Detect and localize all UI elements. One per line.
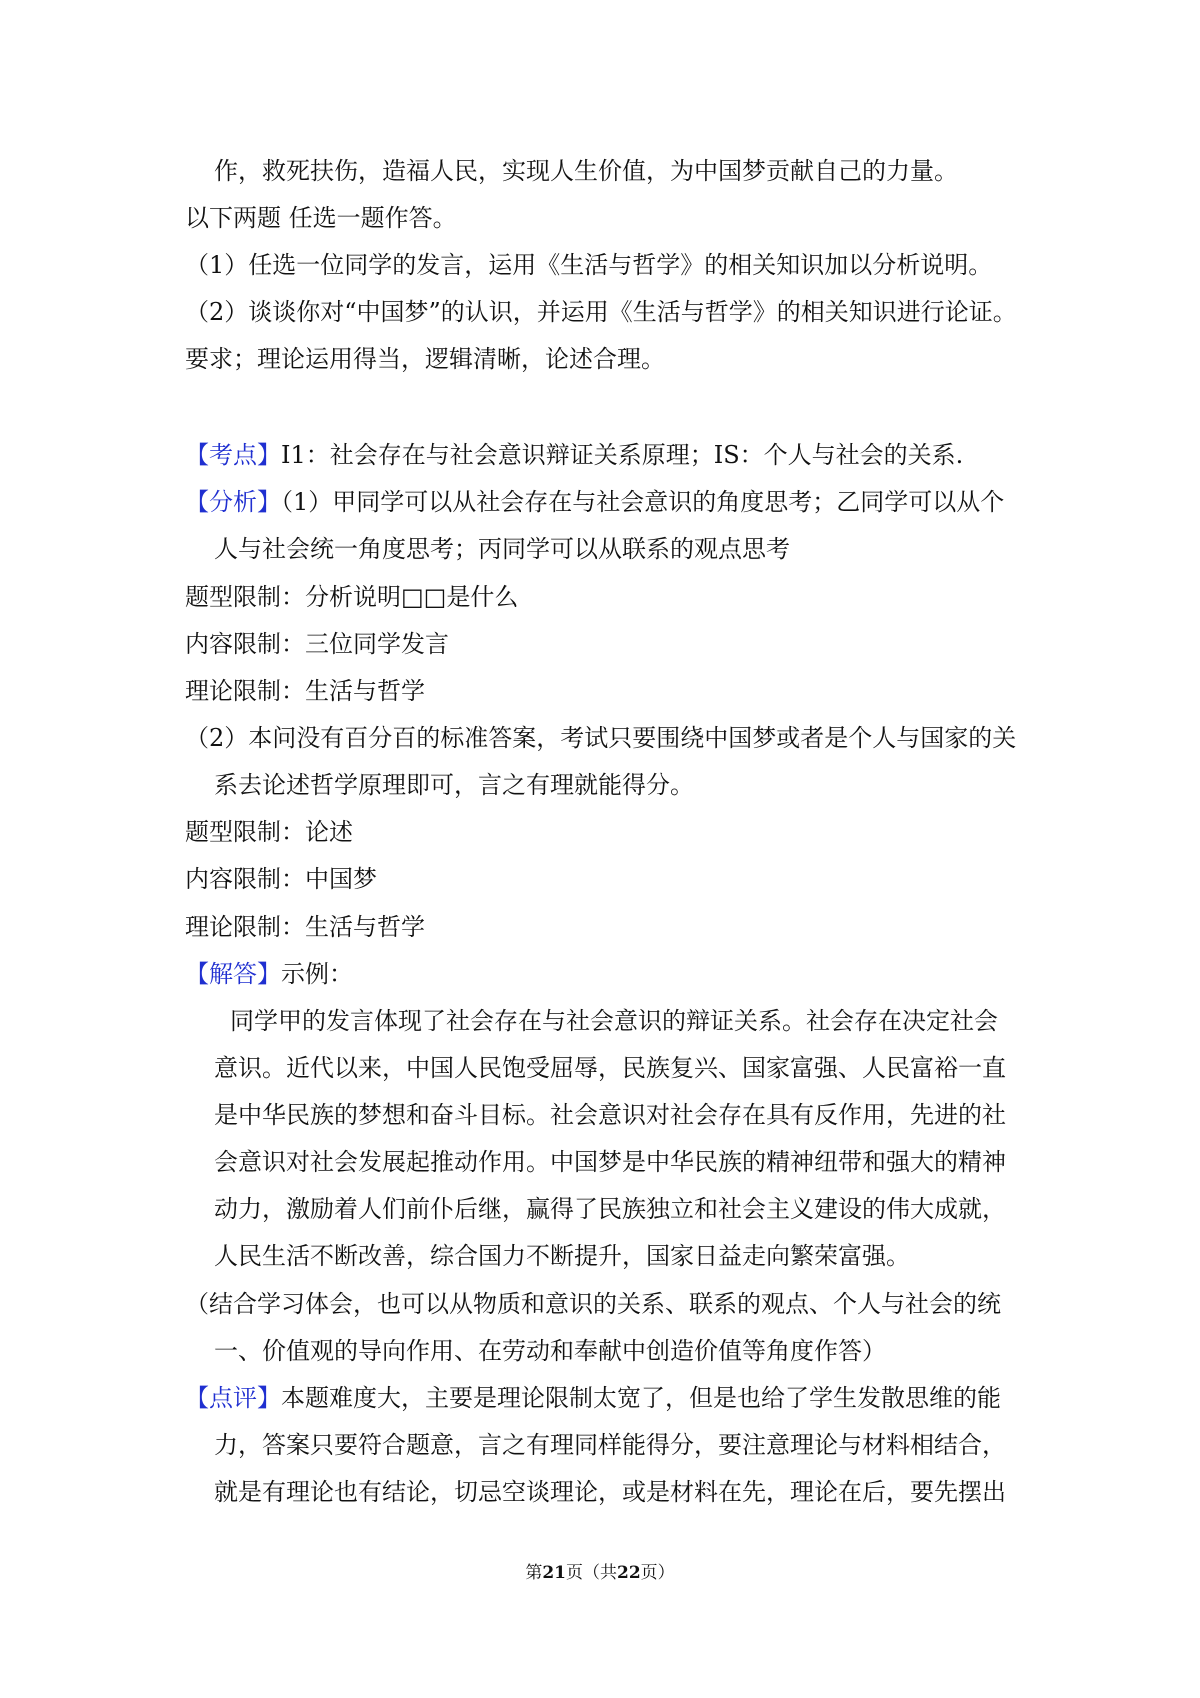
dianping-line-1 [185,1382,1001,1414]
fenxi-tag: 【分析】 [185,488,281,516]
jieda-note-line-1: （结合学习体会，也可以从物质和意识的关系、联系的观点、个人与社会的统 [185,1290,1001,1318]
fenxi-line-1 [185,486,1004,518]
fenxi-text-1: （1）甲同学可以从社会存在与社会意识的角度思考；乙同学可以从个 [281,488,1005,516]
fenxi-limit-content-1: 内容限制：三位同学发言 [185,630,449,658]
fenxi-limit-theory-2: 理论限制：生活与哲学 [185,913,425,941]
dianping-tag: 【点评】 [185,1384,281,1412]
fenxi-limit-type-2: 题型限制：论述 [185,818,353,846]
kaodian-line [185,439,963,471]
footer-total-pages: 22 [617,1563,641,1583]
kaodian-tag: 【考点】 [185,441,281,469]
jieda-body-line: 会意识对社会发展起推动作用。中国梦是中华民族的精神纽带和强大的精神 [214,1148,1006,1176]
footer-suffix: 页） [640,1563,675,1583]
footer-page-number: 21 [542,1563,566,1583]
dianping-text-1: 本题难度大，主要是理论限制太宽了，但是也给了学生发散思维的能 [281,1384,1001,1412]
jieda-body-line: 人民生活不断改善，综合国力不断提升，国家日益走向繁荣富强。 [214,1242,910,1270]
footer-prefix: 第 [525,1563,543,1583]
kaodian-text: I1：社会存在与社会意识辩证关系原理；IS：个人与社会的关系. [281,441,964,469]
jieda-line [185,958,353,990]
dianping-line-2: 力，答案只要符合题意，言之有理同样能得分，要注意理论与材料相结合， [214,1431,1006,1459]
jieda-body-line: 是中华民族的梦想和奋斗目标。社会意识对社会存在具有反作用，先进的社 [214,1101,1006,1129]
fenxi-line-2: 人与社会统一角度思考；丙同学可以从联系的观点思考 [214,535,790,563]
jieda-body-line: 同学甲的发言体现了社会存在与社会意识的辩证关系。社会存在决定社会 [230,1007,998,1035]
jieda-body-line: 动力，激励着人们前仆后继，赢得了民族独立和社会主义建设的伟大成就， [214,1195,1006,1223]
question-instruction: 以下两题 任选一题作答。 [185,204,457,232]
dianping-line-3: 就是有理论也有结论，切忌空谈理论，或是材料在先，理论在后，要先摆出 [214,1478,1006,1506]
question-requirement: 要求；理论运用得当，逻辑清晰，论述合理。 [185,345,665,373]
question-1: （1）任选一位同学的发言，运用《生活与哲学》的相关知识加以分析说明。 [185,251,993,279]
fenxi-part2-line-1: （2）本问没有百分百的标准答案，考试只要围绕中国梦或者是个人与国家的关 [185,724,1017,752]
footer-middle: 页（共 [566,1563,617,1583]
page-footer [0,1562,1200,1584]
fenxi-part2-line-2: 系去论述哲学原理即可，言之有理就能得分。 [214,771,694,799]
jieda-body-line: 意识。近代以来，中国人民饱受屈辱，民族复兴、国家富强、人民富裕一直 [214,1054,1006,1082]
continuation-line: 作，救死扶伤，造福人民，实现人生价值，为中国梦贡献自己的力量。 [214,157,958,185]
fenxi-limit-type-1: 题型限制：分析说明□□是什么 [185,583,519,611]
jieda-tag: 【解答】 [185,960,281,988]
fenxi-limit-content-2: 内容限制：中国梦 [185,865,377,893]
question-2: （2）谈谈你对“中国梦”的认识，并运用《生活与哲学》的相关知识进行论证。 [185,298,1017,326]
jieda-note-line-2: 一、价值观的导向作用、在劳动和奉献中创造价值等角度作答） [214,1337,886,1365]
jieda-intro: 示例： [281,960,353,988]
fenxi-limit-theory-1: 理论限制：生活与哲学 [185,677,425,705]
